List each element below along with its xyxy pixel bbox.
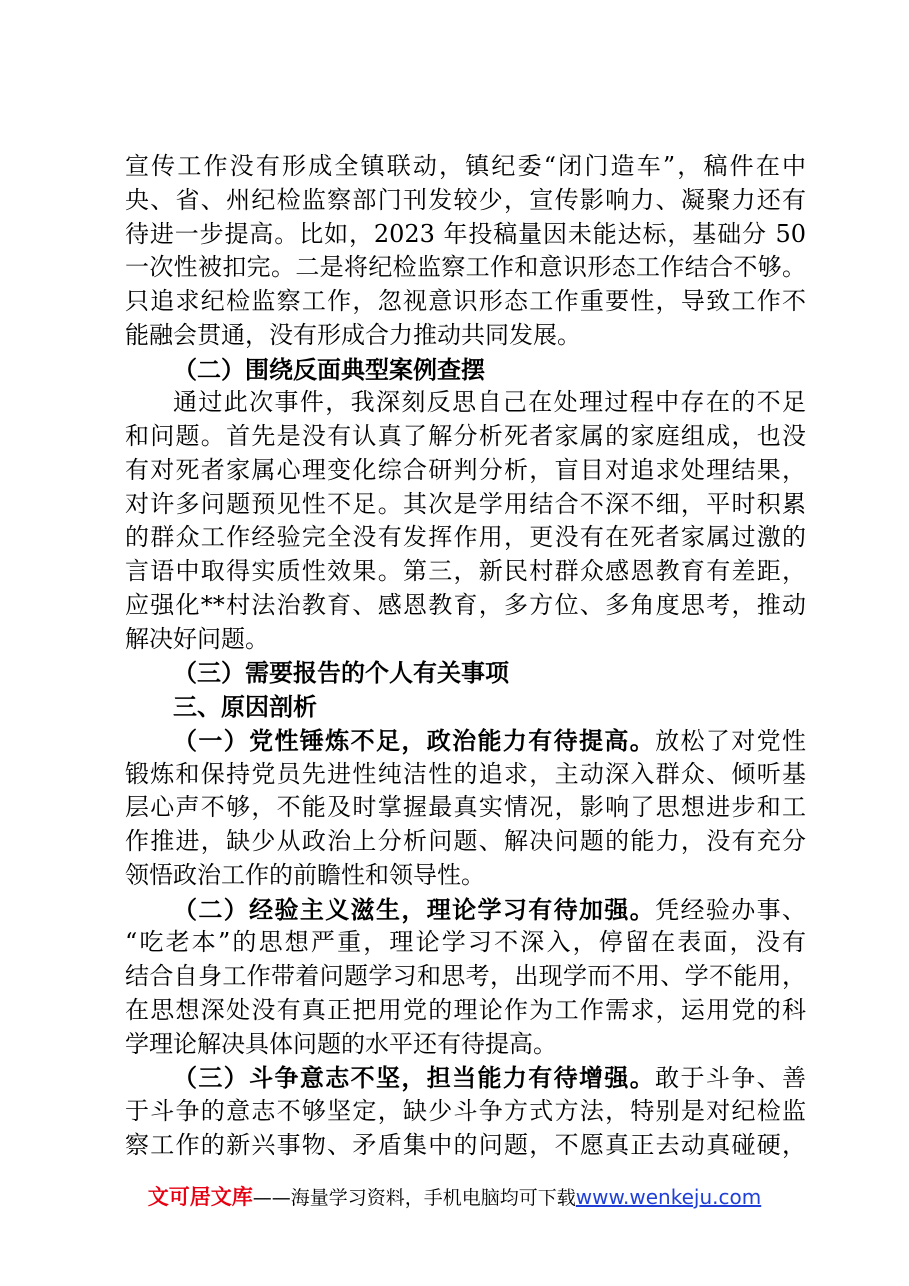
subsection-heading-text: （三）需要报告的个人有关事项 — [173, 658, 509, 688]
text-line: 宣传工作没有形成全镇联动，镇纪委“闭门造车”，稿件在中 — [125, 152, 806, 180]
text-line: 通过此次事件，我深刻反思自己在处理过程中存在的不足 — [173, 388, 806, 417]
paragraph-first-line — [125, 1061, 806, 1095]
footer-tagline: ——海量学习资料，手机电脑均可下载 — [252, 1187, 576, 1209]
paragraph-lead: （二）经验主义滋生，理论学习有待加强。 — [173, 894, 656, 924]
text-line: 只追求纪检监察工作，忽视意识形态工作重要性，导致工作不 — [125, 287, 806, 315]
subsection-heading — [125, 656, 806, 690]
text-line: 学理论解决具体问题的水平还有待提高。 — [125, 1029, 557, 1058]
paragraph-lead: （三）斗争意志不坚，担当能力有待增强。 — [173, 1063, 656, 1093]
text-line: 锻炼和保持党员先进性纯洁性的追求，主动深入群众、倾听基 — [125, 759, 806, 788]
text-line: 领悟政治工作的前瞻性和领导性。 — [125, 860, 485, 889]
text-line: 待进一步提高。比如，2023 年投稿量因未能达标，基础分 50 — [125, 219, 806, 248]
text-line: 言语中取得实质性效果。第三，新民村群众感恩教育有差距， — [125, 557, 806, 585]
text-line: 结合自身工作带着问题学习和思考，出现学而不用、学不能用， — [125, 962, 806, 990]
footer-watermark — [0, 1182, 909, 1212]
paragraph-text: 凭经验办事、 — [655, 895, 806, 924]
footer-url-link[interactable]: www.wenkeju.com — [575, 1185, 762, 1209]
section-heading-text: 三、原因剖析 — [173, 692, 317, 721]
text-line: 解决好问题。 — [125, 624, 269, 653]
paragraph-lead: （一）党性锤炼不足，政治能力有待提高。 — [173, 725, 656, 755]
text-line: 对许多问题预见性不足。其次是学用结合不深不细，平时积累 — [125, 489, 806, 518]
text-line: 和问题。首先是没有认真了解分析死者家属的家庭组成，也没 — [125, 422, 806, 450]
text-line: 有对死者家属心理变化综合研判分析，盲目对追求处理结果， — [125, 455, 806, 484]
text-line: 央、省、州纪检监察部门刊发较少，宣传影响力、凝聚力还有 — [125, 185, 806, 214]
text-line: 的群众工作经验完全没有发挥作用，更没有在死者家属过激的 — [125, 523, 806, 552]
text-line: 层心声不够，不能及时掌握最真实情况，影响了思想进步和工 — [125, 793, 806, 822]
text-line: 应强化**村法治教育、感恩教育，多方位、多角度思考，推动 — [125, 590, 806, 619]
text-line: “吃老本”的思想严重，理论学习不深入，停留在表面，没有 — [125, 928, 806, 957]
text-line: 一次性被扣完。二是将纪检监察工作和意识形态工作结合不够。 — [125, 253, 806, 282]
text-line: 于斗争的意志不够坚定，缺少斗争方式方法，特别是对纪检监 — [125, 1097, 806, 1125]
text-line: 能融会贯通，没有形成合力推动共同发展。 — [125, 320, 581, 349]
paragraph-first-line — [125, 893, 806, 927]
paragraph-first-line — [125, 724, 806, 758]
text-line: 在思想深处没有真正把用党的理论作为工作需求，运用党的科 — [125, 995, 806, 1024]
text-line: 作推进，缺少从政治上分析问题、解决问题的能力，没有充分 — [125, 827, 806, 855]
text-line: 察工作的新兴事物、矛盾集中的问题，不愿真正去动真碰硬， — [125, 1130, 806, 1159]
subsection-heading-text: （二）围绕反面典型案例查摆 — [173, 354, 485, 384]
document-body — [125, 150, 806, 1163]
subsection-heading — [125, 353, 806, 387]
paragraph-text: 敢于斗争、善 — [655, 1064, 806, 1093]
paragraph-text: 放松了对党性 — [655, 726, 806, 755]
footer-brand: 文可居文库 — [147, 1185, 253, 1209]
section-heading — [125, 690, 806, 724]
